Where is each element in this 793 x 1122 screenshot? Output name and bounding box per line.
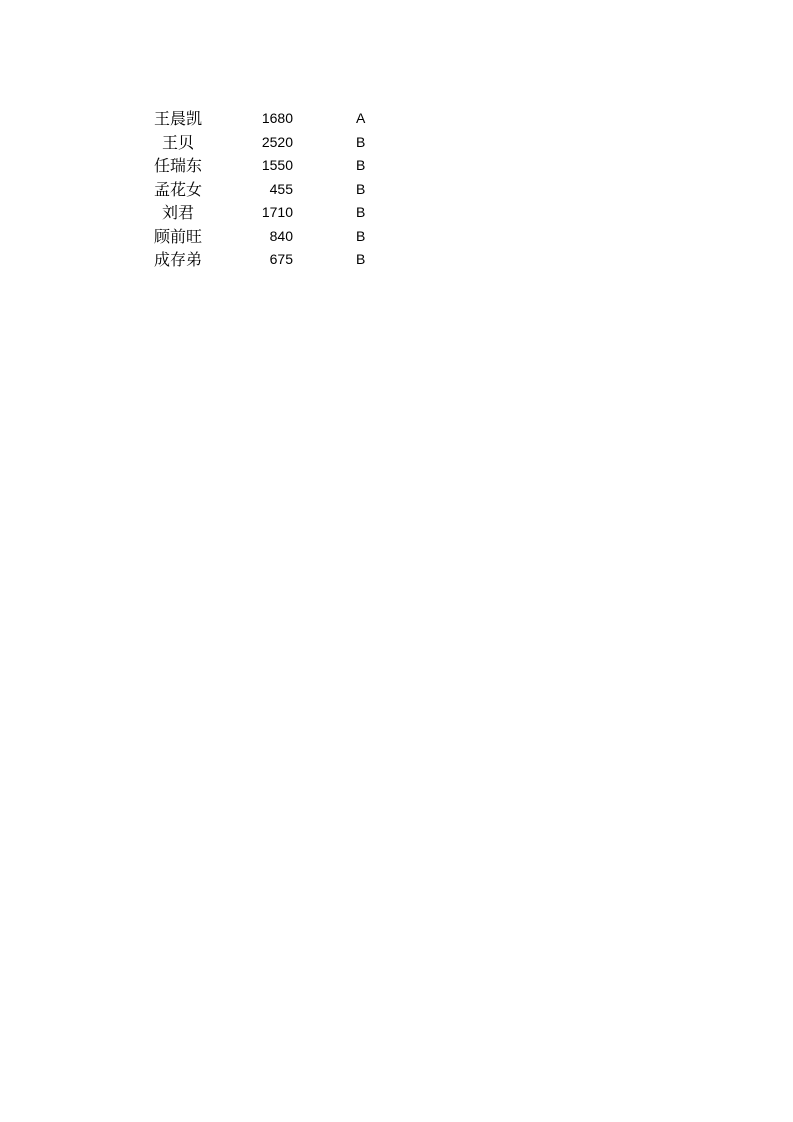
student-score-table xyxy=(148,107,396,272)
table-row xyxy=(148,248,396,272)
grade-cell: B xyxy=(356,157,366,173)
table-row xyxy=(148,154,396,178)
score-cell: 1550 xyxy=(261,157,293,173)
score-cell: 455 xyxy=(269,180,293,197)
score-cell: 1680 xyxy=(261,110,293,126)
student-name-cell: 孟花女 xyxy=(153,179,202,199)
grade-cell: B xyxy=(356,227,366,244)
student-name-cell: 任瑞东 xyxy=(153,156,202,175)
score-cell: 1710 xyxy=(261,204,293,220)
table-row xyxy=(148,225,396,249)
score-cell: 675 xyxy=(269,251,293,267)
table-row xyxy=(148,201,396,225)
score-cell: 840 xyxy=(269,227,293,244)
grade-cell: B xyxy=(356,251,366,267)
grade-cell: B xyxy=(356,204,366,220)
grade-cell: B xyxy=(356,180,366,197)
student-name-cell: 顾前旺 xyxy=(153,226,202,246)
student-name-cell: 成存弟 xyxy=(153,250,202,269)
table-row xyxy=(148,131,396,155)
student-name-cell: 王晨凯 xyxy=(153,109,202,128)
student-name-cell: 王贝 xyxy=(161,132,194,152)
student-name-cell: 刘君 xyxy=(161,203,194,222)
grade-cell: B xyxy=(356,133,366,150)
table-row xyxy=(148,107,396,131)
table-row xyxy=(148,178,396,202)
score-cell: 2520 xyxy=(261,133,293,150)
grade-cell: A xyxy=(356,110,366,126)
